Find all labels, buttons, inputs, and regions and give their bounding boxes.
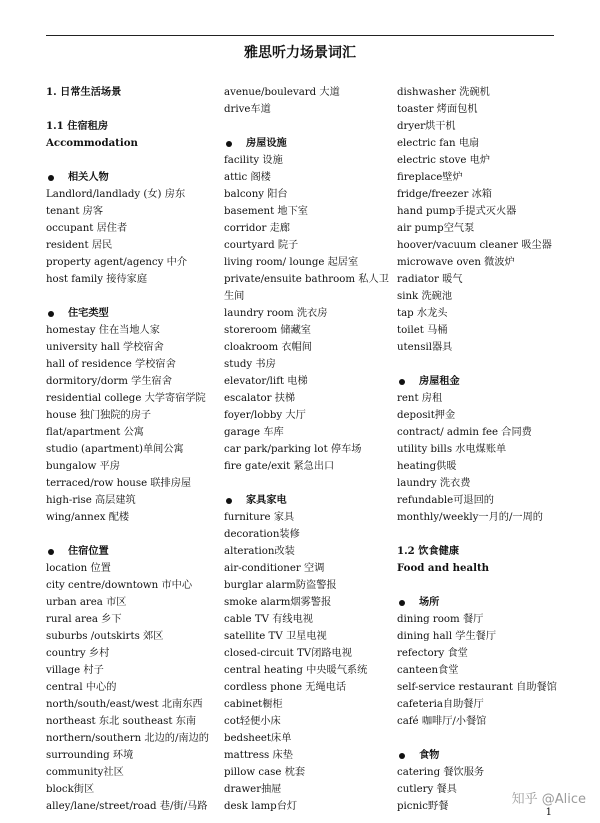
vocab-entry: wing/annex 配楼 [46, 512, 130, 523]
vocab-entry: sink 洗碗池 [397, 291, 453, 302]
spacer [397, 526, 557, 543]
vocab-entry: laundry room 洗衣房 [224, 308, 328, 319]
subsection-label: 住宿位置 [68, 545, 109, 557]
bullet-icon [399, 600, 405, 606]
subsection-heading [46, 169, 216, 186]
vocab-entry: decoration装修 [224, 529, 300, 540]
vocab-entry: terraced/row house 联排房屋 [46, 478, 192, 489]
subsection-heading [397, 594, 557, 611]
vocab-entry: bungalow 平房 [46, 461, 120, 472]
vocab-entry: attic 阁楼 [224, 172, 271, 183]
vocab-entry: café 咖啡厅/小餐馆 [397, 716, 487, 727]
section-heading: 1.2 饮食健康 [397, 545, 460, 557]
vocab-entry: cloakroom 衣帽间 [224, 342, 312, 353]
vocab-entry: studio (apartment)单间公寓 [46, 444, 184, 455]
vocab-entry: high-rise 高层建筑 [46, 495, 136, 506]
vocab-entry: private/ensuite bathroom 私人卫生间 [224, 274, 389, 302]
vocab-entry: air-conditioner 空调 [224, 563, 325, 574]
vocab-entry: tenant 房客 [46, 206, 104, 217]
vocab-entry: furniture 家具 [224, 512, 295, 523]
vocab-entry: dormitory/dorm 学生宿舍 [46, 376, 172, 387]
vocab-entry: drive车道 [224, 104, 271, 115]
vocab-entry: cutlery 餐具 [397, 784, 457, 795]
vocab-entry: air pump空气泵 [397, 223, 475, 234]
vocab-entry: location 位置 [46, 563, 111, 574]
vocab-entry: cordless phone 无绳电话 [224, 682, 347, 693]
vocab-entry: hall of residence 学校宿舍 [46, 359, 176, 370]
column-1 [46, 84, 216, 815]
section-heading: Food and health [397, 562, 490, 574]
vocab-entry: catering 餐饮服务 [397, 767, 485, 778]
subsection-label: 房屋租金 [419, 375, 460, 387]
bullet-icon [226, 498, 232, 504]
vocab-entry: bedsheet床单 [224, 733, 292, 744]
subsection-label: 住宅类型 [68, 307, 109, 319]
vocab-entry: desk lamp台灯 [224, 801, 298, 812]
vocab-entry: occupant 居住者 [46, 223, 128, 234]
spacer [397, 356, 557, 373]
watermark: 知乎 @Alice [511, 792, 586, 807]
subsection-label: 食物 [419, 749, 440, 761]
vocab-entry: north/south/east/west 北南东西 [46, 699, 203, 710]
bullet-icon [226, 141, 232, 147]
vocab-entry: cafeteria自助餐厅 [397, 699, 484, 710]
vocab-entry: suburbs /outskirts 郊区 [46, 631, 164, 642]
spacer [397, 577, 557, 594]
vocab-entry: dishwasher 洗碗机 [397, 87, 490, 98]
vocab-entry: homestay 住在当地人家 [46, 325, 160, 336]
vocab-entry: flat/apartment 公寓 [46, 427, 144, 438]
vocab-entry: basement 地下室 [224, 206, 308, 217]
vocab-entry: residential college 大学寄宿学院 [46, 393, 206, 404]
vocab-entry: resident 居民 [46, 240, 113, 251]
vocab-entry: rent 房租 [397, 393, 443, 404]
vocab-entry: rural area 乡下 [46, 614, 122, 625]
top-rule [46, 35, 554, 36]
vocab-entry: cabinet橱柜 [224, 699, 283, 710]
vocab-entry: dryer烘干机 [397, 121, 456, 132]
page-number: 1 [545, 807, 552, 818]
vocab-entry: balcony 阳台 [224, 189, 288, 200]
vocab-entry: closed-circuit TV闭路电视 [224, 648, 352, 659]
column-3 [397, 84, 557, 815]
vocab-entry: mattress 床垫 [224, 750, 293, 761]
subsection-heading [224, 492, 390, 509]
vocab-entry: university hall 学校宿舍 [46, 342, 164, 353]
vocab-entry: radiator 暖气 [397, 274, 463, 285]
vocab-entry: central heating 中央暖气系统 [224, 665, 368, 676]
vocab-entry: refectory 食堂 [397, 648, 468, 659]
vocab-entry: urban area 市区 [46, 597, 127, 608]
vocab-entry: car park/parking lot 停车场 [224, 444, 362, 455]
spacer [224, 118, 390, 135]
vocab-entry: fridge/freezer 冰箱 [397, 189, 492, 200]
column-2 [224, 84, 390, 815]
vocab-entry: electric fan 电扇 [397, 138, 480, 149]
vocab-entry: picnic野餐 [397, 801, 449, 812]
bullet-icon [48, 175, 54, 181]
vocab-entry: satellite TV 卫星电视 [224, 631, 327, 642]
vocab-entry: house 独门独院的房子 [46, 410, 152, 421]
vocab-entry: elevator/lift 电梯 [224, 376, 308, 387]
vocab-entry: living room/ lounge 起居室 [224, 257, 359, 268]
vocab-entry: deposit押金 [397, 410, 456, 421]
spacer [46, 101, 216, 118]
subsection-heading [397, 373, 557, 390]
vocab-entry: northern/southern 北边的/南边的 [46, 733, 209, 744]
spacer [46, 152, 216, 169]
bullet-icon [48, 549, 54, 555]
subsection-heading [46, 305, 216, 322]
bullet-icon [399, 753, 405, 759]
vocab-entry: hoover/vacuum cleaner 吸尘器 [397, 240, 552, 251]
spacer [224, 475, 390, 492]
subsection-label: 房屋设施 [246, 137, 287, 149]
vocab-entry: utility bills 水电煤账单 [397, 444, 507, 455]
vocab-entry: Landlord/landlady (女) 房东 [46, 189, 186, 200]
vocab-entry: cot轻便小床 [224, 716, 281, 727]
subsection-heading [46, 543, 216, 560]
vocab-entry: dining room 餐厅 [397, 614, 484, 625]
vocab-entry: toaster 烤面包机 [397, 104, 478, 115]
vocab-entry: laundry 洗衣费 [397, 478, 471, 489]
bullet-icon [48, 311, 54, 317]
vocab-entry: drawer抽屉 [224, 784, 282, 795]
vocab-entry: hand pump手提式灭火器 [397, 206, 517, 217]
vocab-entry: self-service restaurant 自助餐馆 [397, 682, 557, 693]
subsection-heading [397, 747, 557, 764]
vocab-entry: dining hall 学生餐厅 [397, 631, 497, 642]
vocab-entry: alteration改装 [224, 546, 295, 557]
section-heading: 1.1 住宿租房 [46, 120, 109, 132]
bullet-icon [399, 379, 405, 385]
vocab-entry: garage 车库 [224, 427, 284, 438]
vocab-entry: microwave oven 微波炉 [397, 257, 515, 268]
vocab-entry: surrounding 环境 [46, 750, 134, 761]
vocab-entry: escalator 扶梯 [224, 393, 296, 404]
vocab-entry: community社区 [46, 767, 124, 778]
vocab-entry: courtyard 院子 [224, 240, 299, 251]
spacer [46, 288, 216, 305]
vocab-entry: host family 接待家庭 [46, 274, 148, 285]
vocab-entry: village 村子 [46, 665, 104, 676]
vocab-entry: utensil器具 [397, 342, 453, 353]
subsection-label: 场所 [419, 596, 440, 608]
vocab-entry: foyer/lobby 大厅 [224, 410, 306, 421]
vocab-entry: canteen食堂 [397, 665, 459, 676]
vocab-entry: tap 水龙头 [397, 308, 448, 319]
vocab-entry: northeast 东北 southeast 东南 [46, 716, 197, 727]
vocab-entry: country 乡村 [46, 648, 110, 659]
section-heading: Accommodation [46, 137, 138, 149]
vocab-entry: fire gate/exit 紧急出口 [224, 461, 335, 472]
subsection-label: 相关人物 [68, 171, 109, 183]
vocab-entry: heating供暖 [397, 461, 457, 472]
vocab-entry: smoke alarm烟雾警报 [224, 597, 332, 608]
page-title: 雅思听力场景词汇 [244, 45, 356, 61]
vocab-entry: electric stove 电炉 [397, 155, 491, 166]
vocab-entry: corridor 走廊 [224, 223, 290, 234]
vocab-entry: property agent/agency 中介 [46, 257, 188, 268]
vocab-entry: refundable可退回的 [397, 495, 494, 506]
vocab-entry: facility 设施 [224, 155, 283, 166]
vocab-entry: study 书房 [224, 359, 276, 370]
vocab-entry: cable TV 有线电视 [224, 614, 313, 625]
vocab-entry: contract/ admin fee 合同费 [397, 427, 532, 438]
section-heading: 1. 日常生活场景 [46, 86, 122, 98]
vocab-entry: toilet 马桶 [397, 325, 448, 336]
vocab-entry: burglar alarm防盗警报 [224, 580, 337, 591]
vocab-entry: avenue/boulevard 大道 [224, 87, 340, 98]
spacer [397, 730, 557, 747]
vocab-entry: monthly/weekly一月的/一周的 [397, 512, 543, 523]
vocab-entry: pillow case 枕套 [224, 767, 306, 778]
spacer [46, 526, 216, 543]
vocab-entry: central 中心的 [46, 682, 117, 693]
vocab-entry: city centre/downtown 市中心 [46, 580, 193, 591]
vocab-entry: block街区 [46, 784, 95, 795]
subsection-heading [224, 135, 390, 152]
vocab-entry: storeroom 储藏室 [224, 325, 311, 336]
vocab-entry: fireplace壁炉 [397, 172, 463, 183]
subsection-label: 家具家电 [246, 494, 287, 506]
vocab-entry: alley/lane/street/road 巷/街/马路 [46, 801, 208, 812]
